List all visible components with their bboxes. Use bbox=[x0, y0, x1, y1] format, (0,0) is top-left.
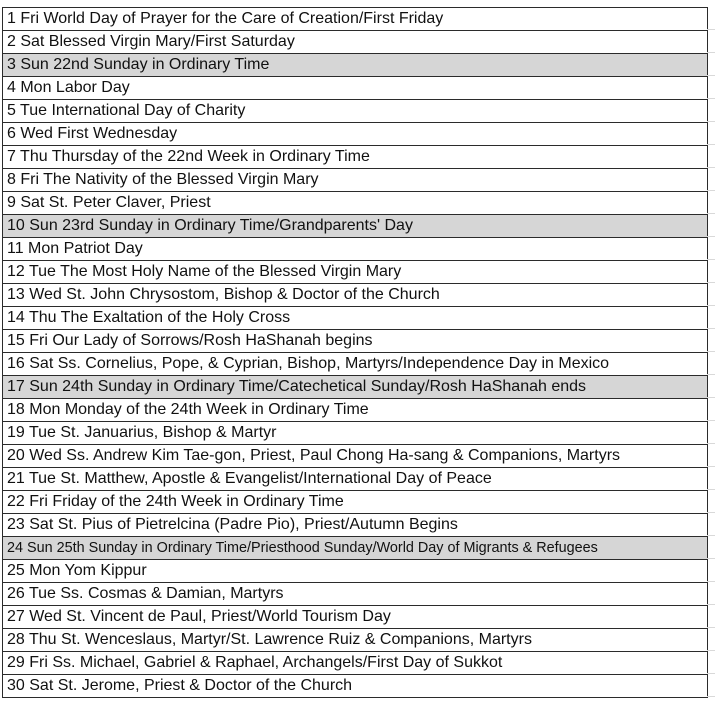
calendar-cell[interactable]: 24 Sun 25th Sunday in Ordinary Time/Priesthood Sunday/World Day of Migrants & Refugees bbox=[3, 537, 707, 560]
calendar-cell[interactable]: 27 Wed St. Vincent de Paul, Priest/World Tourism Day bbox=[3, 606, 707, 629]
calendar-cell[interactable]: 20 Wed Ss. Andrew Kim Tae-gon, Priest, Paul Chong Ha-sang & Companions, Martyrs bbox=[3, 445, 707, 468]
calendar-cell[interactable]: 12 Tue The Most Holy Name of the Blessed Virgin Mary bbox=[3, 261, 707, 284]
calendar-cell[interactable]: 14 Thu The Exaltation of the Holy Cross bbox=[3, 307, 707, 330]
calendar-cell[interactable]: 8 Fri The Nativity of the Blessed Virgin Mary bbox=[3, 169, 707, 192]
calendar-cell[interactable]: 15 Fri Our Lady of Sorrows/Rosh HaShanah begins bbox=[3, 330, 707, 353]
calendar-cell[interactable]: 11 Mon Patriot Day bbox=[3, 238, 707, 261]
calendar-cell[interactable]: 18 Mon Monday of the 24th Week in Ordinary Time bbox=[3, 399, 707, 422]
calendar-cell[interactable]: 21 Tue St. Matthew, Apostle & Evangelist/International Day of Peace bbox=[3, 468, 707, 491]
calendar-cell[interactable]: 4 Mon Labor Day bbox=[3, 77, 707, 100]
calendar-cell[interactable]: 25 Mon Yom Kippur bbox=[3, 560, 707, 583]
calendar-cell[interactable]: 2 Sat Blessed Virgin Mary/First Saturday bbox=[3, 31, 707, 54]
calendar-cell[interactable]: 17 Sun 24th Sunday in Ordinary Time/Catechetical Sunday/Rosh HaShanah ends bbox=[3, 376, 707, 399]
calendar-cell[interactable]: 1 Fri World Day of Prayer for the Care of Creation/First Friday bbox=[3, 8, 707, 31]
calendar-cell[interactable]: 10 Sun 23rd Sunday in Ordinary Time/Grandparents' Day bbox=[3, 215, 707, 238]
calendar-cell[interactable]: 23 Sat St. Pius of Pietrelcina (Padre Pio), Priest/Autumn Begins bbox=[3, 514, 707, 537]
calendar-cell[interactable]: 13 Wed St. John Chrysostom, Bishop & Doctor of the Church bbox=[3, 284, 707, 307]
calendar-cell[interactable]: 19 Tue St. Januarius, Bishop & Martyr bbox=[3, 422, 707, 445]
calendar-cell[interactable]: 9 Sat St. Peter Claver, Priest bbox=[3, 192, 707, 215]
calendar-cell[interactable]: 26 Tue Ss. Cosmas & Damian, Martyrs bbox=[3, 583, 707, 606]
calendar-cell[interactable]: 29 Fri Ss. Michael, Gabriel & Raphael, Archangels/First Day of Sukkot bbox=[3, 652, 707, 675]
calendar-cell[interactable]: 22 Fri Friday of the 24th Week in Ordinary Time bbox=[3, 491, 707, 514]
calendar-cell[interactable]: 30 Sat St. Jerome, Priest & Doctor of the Church bbox=[3, 675, 707, 698]
calendar-cell[interactable]: 5 Tue International Day of Charity bbox=[3, 100, 707, 123]
calendar-cell[interactable]: 28 Thu St. Wenceslaus, Martyr/St. Lawrence Ruiz & Companions, Martyrs bbox=[3, 629, 707, 652]
calendar-column bbox=[2, 7, 708, 698]
calendar-cell[interactable]: 3 Sun 22nd Sunday in Ordinary Time bbox=[3, 54, 707, 77]
calendar-cell[interactable]: 6 Wed First Wednesday bbox=[3, 123, 707, 146]
calendar-cell[interactable]: 7 Thu Thursday of the 22nd Week in Ordinary Time bbox=[3, 146, 707, 169]
calendar-cell[interactable]: 16 Sat Ss. Cornelius, Pope, & Cyprian, Bishop, Martyrs/Independence Day in Mexico bbox=[3, 353, 707, 376]
adjacent-empty-column bbox=[707, 0, 715, 704]
